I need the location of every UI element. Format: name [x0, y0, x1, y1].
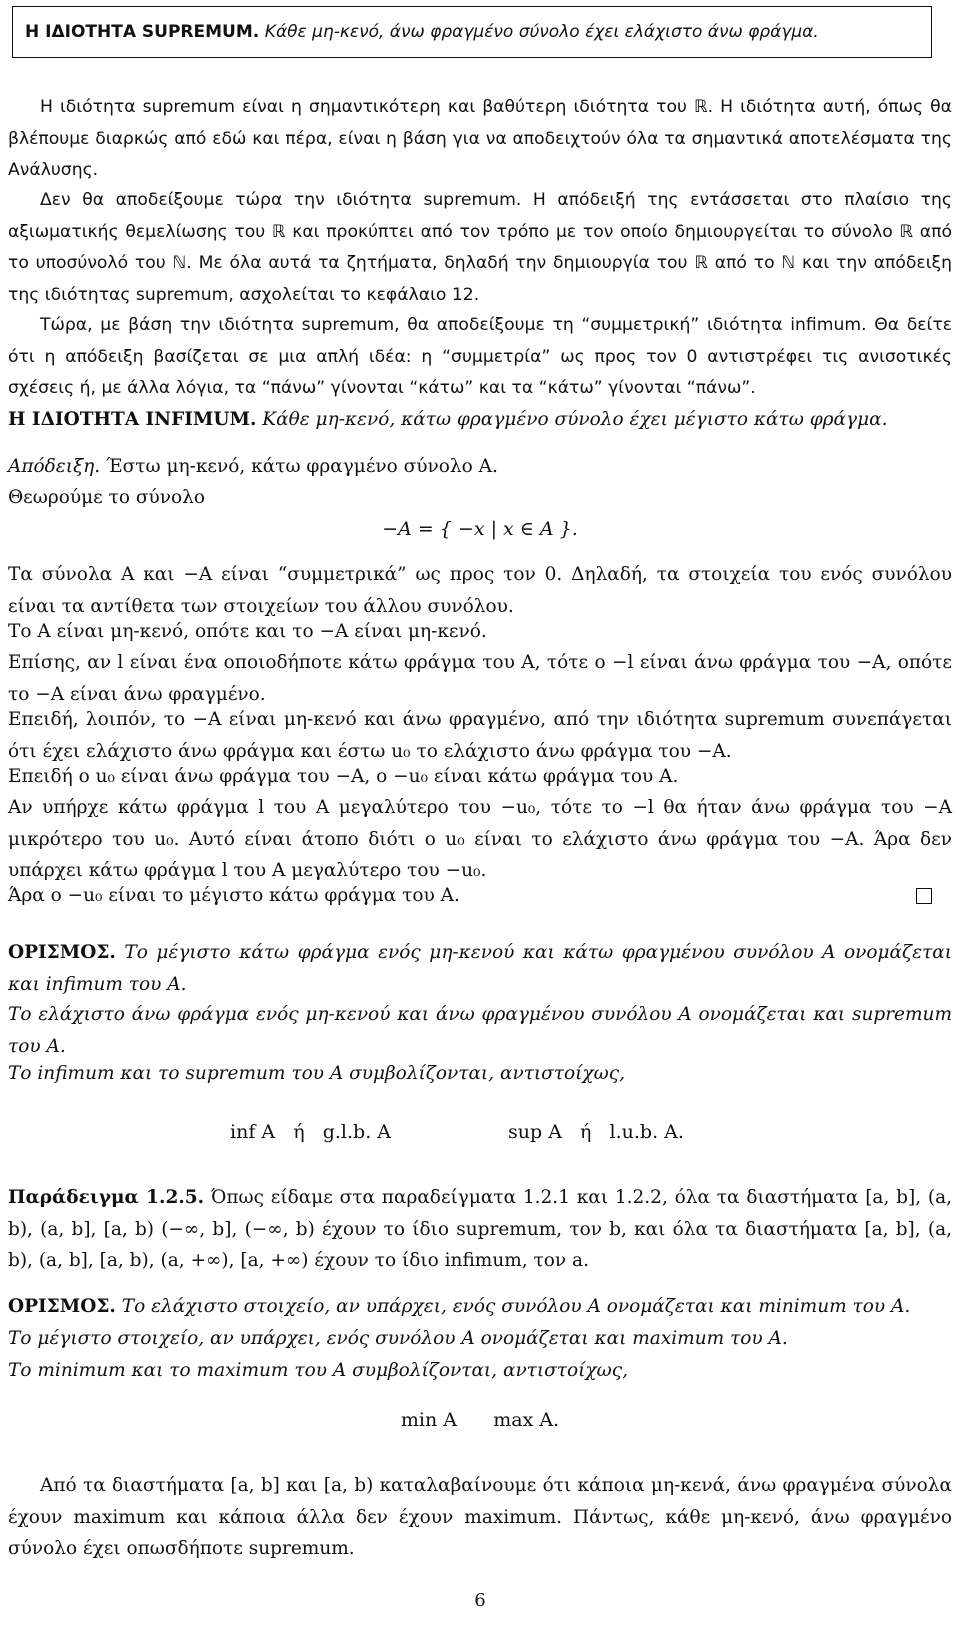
sup-notation: sup A ή l.u.b. A. [508, 1121, 684, 1143]
definition-2-label: ΟΡΙΣΜΟΣ. [8, 1296, 116, 1317]
proof-display-equation: −A = { −x | x ∈ A }. [382, 518, 578, 540]
supremum-property-box [12, 6, 932, 58]
definition-1-label: ΟΡΙΣΜΟΣ. [8, 942, 116, 963]
intro-paragraph-1: Η ιδιότητα supremum είναι η σημαντικότερη και βαθύτερη ιδιότητα του ℝ. Η ιδιότητα αυτή, όπως θα βλέπουμε διαρκώς από εδώ και πέρα, είναι η βάση για να αποδειχτούν όλα τα σημαντικά αποτελέσματα της Ανάλυσης. [8, 97, 952, 180]
example-text: Όπως είδαμε στα παραδείγματα 1.2.1 και 1.2.2, όλα τα διαστήματα [a, b], (a, b), (a, b], [a, b) (−∞, b], (−∞, b) έχουν το ίδιο supremum, τον b, και όλα τα διαστήματα [a, b], (a, b), (a, b], [a, b), (a, +∞), [a, +∞) έχουν το ίδιο infimum, τον a. [8, 1187, 952, 1271]
infimum-property-label: Η ΙΔΙΟΤΗΤΑ INFIMUM. [8, 409, 257, 430]
proof-line-2: Θεωρούμε το σύνολο [8, 487, 205, 508]
infimum-property-statement [8, 404, 952, 436]
intro-paragraph-2: Δεν θα αποδείξουμε τώρα την ιδιότητα supremum. Η απόδειξή της εντάσσεται στο πλαίσιο της αξιωματικής θεμελίωσης του ℝ και προκύπτει από τον τρόπο με τον οποίο δημιουργείται το σύνολο ℝ από το υποσύνολό του ℕ. Με όλα αυτά τα ζητήματα, δηλαδή την δημιουργία του ℝ από το ℕ και την απόδειξη της ιδιότητας supremum, ασχολείται το κεφάλαιο 12. [8, 190, 952, 305]
definition-2-paragraph-2: Το μέγιστο στοιχείο, αν υπάρχει, ενός συνόλου A ονομάζεται και maximum του A. [8, 1328, 788, 1349]
supremum-property-label: Η ΙΔΙΟΤΗΤΑ SUPREMUM. [25, 22, 260, 42]
proof-line-7: Επειδή ο u₀ είναι άνω φράγμα του −A, ο −u₀ είναι κάτω φράγμα του A. [8, 766, 679, 787]
definition-2-paragraph-1 [8, 1291, 952, 1323]
proof-line-9: Άρα ο −u₀ είναι το μέγιστο κάτω φράγμα του A. [8, 885, 460, 906]
inf-notation: inf A ή g.l.b. A [230, 1121, 392, 1143]
definition-2-paragraph-3: Το minimum και το maximum του A συμβολίζονται, αντιστοίχως, [8, 1360, 628, 1381]
supremum-property-text: Κάθε μη-κενό, άνω φραγμένο σύνολο έχει ελάχιστο άνω φράγμα. [264, 22, 819, 42]
proof-line-1 [8, 451, 952, 483]
proof-line-1-text: Έστω μη-κενό, κάτω φραγμένο σύνολο A. [106, 456, 498, 477]
definition-1-text-1: Το μέγιστο κάτω φράγμα ενός μη-κενού και κάτω φραγμένου συνόλου A ονομάζεται και infimum του A. [8, 942, 952, 995]
definition-1-paragraph-3: Το infimum και το supremum του A συμβολίζονται, αντιστοίχως, [8, 1063, 625, 1084]
document-page [8, 0, 952, 1636]
definition-1-paragraph-2: Το ελάχιστο άνω φράγμα ενός μη-κενού και άνω φραγμένου συνόλου A ονομάζεται και supremum του A. [8, 1004, 952, 1057]
page-number: 6 [474, 1590, 486, 1611]
proof-line-5: Επίσης, αν l είναι ένα οποιοδήποτε κάτω φράγμα του A, τότε ο −l είναι άνω φράγμα του −A, οπότε το −A είναι άνω φραγμένο. [8, 652, 952, 705]
proof-label: Απόδειξη. [8, 456, 101, 477]
definition-2-display: min A max A. [400, 1409, 560, 1431]
infimum-property-text: Κάθε μη-κενό, κάτω φραγμένο σύνολο έχει μέγιστο κάτω φράγμα. [262, 409, 888, 430]
qed-square-icon [916, 888, 932, 904]
proof-line-8: Αν υπήρχε κάτω φράγμα l του A μεγαλύτερο του −u₀, τότε το −l θα ήταν άνω φράγμα του −A μικρότερο του u₀. Αυτό είναι άτοπο διότι ο u₀ είναι το ελάχιστο άνω φράγμα του −A. Άρα δεν υπάρχει κάτω φράγμα l του A μεγαλύτερο του −u₀. [8, 797, 952, 881]
proof-line-4: Το A είναι μη-κενό, οπότε και το −A είναι μη-κενό. [8, 621, 487, 642]
intro-paragraph-3: Τώρα, με βάση την ιδιότητα supremum, θα αποδείξουμε τη “συμμετρική” ιδιότητα infimum. Θα δείτε ότι η απόδειξη βασίζεται σε μια απλή ιδέα: η “συμμετρία” ως προς τον 0 αντιστρέφει τις ανισοτικές σχέσεις ή, με άλλα λόγια, τα “πάνω” γίνονται “κάτω” και τα “κάτω” γίνονται “πάνω”. [8, 315, 952, 398]
definition-1-paragraph-1 [8, 937, 952, 1000]
proof-line-3: Τα σύνολα A και −A είναι “συμμετρικά” ως προς τον 0. Δηλαδή, τα στοιχεία του ενός συνόλου είναι τα αντίθετα των στοιχείων του άλλου συνόλου. [8, 564, 952, 617]
definition-2-text-1: Το ελάχιστο στοιχείο, αν υπάρχει, ενός συνόλου A ονομάζεται και minimum του A. [121, 1296, 911, 1317]
closing-paragraph: Από τα διαστήματα [a, b] και [a, b) καταλαβαίνουμε ότι κάποια μη-κενά, άνω φραγμένα σύνολα έχουν maximum και κάποια άλλα δεν έχουν maximum. Πάντως, κάθε μη-κενό, άνω φραγμένο σύνολο έχει οπωσδήποτε supremum. [8, 1475, 952, 1559]
proof-line-6: Επειδή, λοιπόν, το −A είναι μη-κενό και άνω φραγμένο, από την ιδιότητα supremum συνεπάγεται ότι έχει ελάχιστο άνω φράγμα και έστω u₀ το ελάχιστο άνω φράγμα του −A. [8, 709, 952, 762]
example-paragraph [8, 1182, 952, 1277]
example-label: Παράδειγμα 1.2.5. [8, 1187, 205, 1208]
